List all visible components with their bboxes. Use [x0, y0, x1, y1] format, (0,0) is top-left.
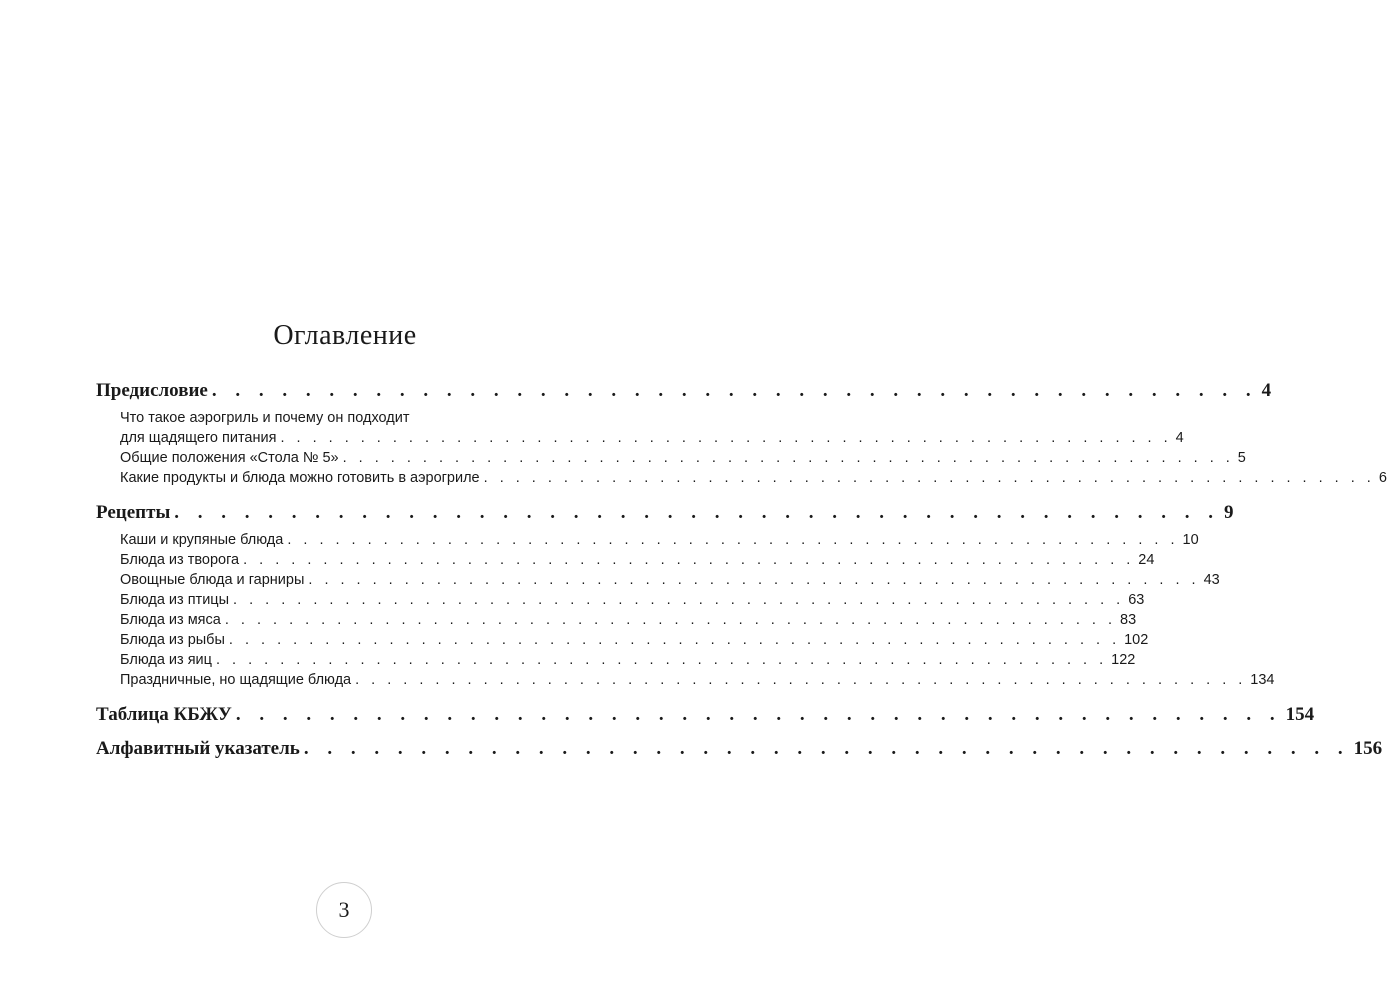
dot-leader: . . . . . . . . . . . . . . . . . . . . . . . . . . . . . . . . . . . . . . . . . . . . . . . . . . . . . . . . — [308, 572, 1200, 588]
toc-page-number: 83 — [1120, 612, 1137, 628]
dot-leader: . . . . . . . . . . . . . . . . . . . . . . . . . . . . . . . . . . . . . . . . . . . . . . . . . . . . . . . . — [342, 450, 1234, 466]
toc-page-number: 63 — [1128, 592, 1145, 608]
toc-item-recipe[interactable] — [96, 670, 1275, 690]
toc-item-label: для щадящего питания — [120, 430, 277, 446]
toc-section-kbju[interactable] — [96, 702, 1315, 728]
toc-item-recipe[interactable] — [96, 590, 1145, 610]
toc-page-number: 4 — [1175, 430, 1184, 446]
toc-item-recipe[interactable] — [96, 630, 1149, 650]
page-number: 3 — [338, 897, 350, 922]
toc-page-number: 9 — [1224, 502, 1234, 523]
toc-item-table5[interactable] — [96, 448, 1246, 468]
toc-item-label: Какие продукты и блюда можно готовить в аэрогриле — [120, 470, 480, 486]
toc-item-recipe[interactable] — [96, 570, 1220, 590]
toc-item-label: Праздничные, но щадящие блюда — [120, 672, 352, 688]
toc-page-number: 4 — [1261, 380, 1272, 401]
toc-preface-subitems — [96, 408, 1387, 488]
dot-leader: . . . . . . . . . . . . . . . . . . . . . . . . . . . . . . . . . . . . . . . . . . . . . — [174, 502, 1221, 523]
toc-page-number: 122 — [1111, 652, 1136, 668]
dot-leader: . . . . . . . . . . . . . . . . . . . . . . . . . . . . . . . . . . . . . . . . . . . . . . . . . . . . . . . . — [224, 612, 1117, 628]
toc-item-label: Овощные блюда и гарниры — [120, 572, 305, 588]
toc-item-recipe[interactable] — [96, 550, 1155, 570]
toc-section-recipes[interactable] — [96, 500, 1234, 526]
page-number-badge — [316, 882, 372, 938]
toc-section-preface[interactable] — [96, 378, 1272, 404]
dot-leader: . . . . . . . . . . . . . . . . . . . . . . . . . . . . . . . . . . . . . . . . . . . . . . . . . . . . . . . . — [287, 532, 1179, 548]
toc-page-number: 43 — [1203, 572, 1220, 588]
toc-item-label: Блюда из рыбы — [120, 632, 225, 648]
toc-item-label: Общие положения «Стола № 5» — [120, 450, 339, 466]
toc-page-number: 6 — [1378, 470, 1387, 486]
toc-item-label: Блюда из яиц — [120, 652, 212, 668]
toc-item-recipe[interactable] — [96, 610, 1137, 630]
dot-leader: . . . . . . . . . . . . . . . . . . . . . . . . . . . . . . . . . . . . . . . . . . . . . — [211, 380, 1258, 401]
dot-leader: . . . . . . . . . . . . . . . . . . . . . . . . . . . . . . . . . . . . . . . . . . . . . — [303, 738, 1350, 759]
toc-page-number: 154 — [1285, 704, 1315, 725]
toc-item-aerogrill-line1[interactable] — [96, 408, 582, 428]
toc-item-label: Блюда из птицы — [120, 592, 230, 608]
toc-item-recipe[interactable] — [96, 650, 1136, 670]
toc-section-label: Рецепты — [96, 502, 171, 523]
toc-item-label: Блюда из мяса — [120, 612, 221, 628]
toc-section-index[interactable] — [96, 736, 1383, 762]
page-title: Оглавление — [273, 320, 417, 351]
toc-item-products[interactable] — [96, 468, 1387, 488]
toc-page-number: 10 — [1182, 532, 1199, 548]
toc-page-number: 24 — [1138, 552, 1155, 568]
toc-section-label: Таблица КБЖУ — [96, 704, 232, 725]
toc-section-label: Предисловие — [96, 380, 208, 401]
toc-item-recipe[interactable] — [96, 530, 1199, 550]
dot-leader: . . . . . . . . . . . . . . . . . . . . . . . . . . . . . . . . . . . . . . . . . . . . . . . . . . . . . . . . — [355, 672, 1247, 688]
dot-leader: . . . . . . . . . . . . . . . . . . . . . . . . . . . . . . . . . . . . . . . . . . . . . . . . . . . . . . . . — [280, 430, 1172, 446]
dot-leader: . . . . . . . . . . . . . . . . . . . . . . . . . . . . . . . . . . . . . . . . . . . . . . . . . . . . . . . . — [228, 632, 1121, 648]
toc-page-number: 134 — [1250, 672, 1275, 688]
toc-item-label: Блюда из творога — [120, 552, 240, 568]
toc-item-label: Что такое аэрогриль и почему он подходит — [120, 410, 410, 426]
table-of-contents — [96, 378, 1387, 762]
dot-leader: . . . . . . . . . . . . . . . . . . . . . . . . . . . . . . . . . . . . . . . . . . . . . . . . . . . . . . . . — [483, 470, 1375, 486]
toc-section-label: Алфавитный указатель — [96, 738, 300, 759]
toc-page-number: 156 — [1353, 738, 1383, 759]
toc-item-label: Каши и крупяные блюда — [120, 532, 284, 548]
toc-item-aerogrill-line2[interactable] — [96, 428, 1184, 448]
dot-leader: . . . . . . . . . . . . . . . . . . . . . . . . . . . . . . . . . . . . . . . . . . . . . . . . . . . . . . . . — [243, 552, 1135, 568]
toc-page-number: 5 — [1237, 450, 1246, 466]
toc-page-number: 102 — [1124, 632, 1149, 648]
toc-recipes-subitems — [96, 530, 1275, 690]
dot-leader: . . . . . . . . . . . . . . . . . . . . . . . . . . . . . . . . . . . . . . . . . . . . . . . . . . . . . . . . — [215, 652, 1108, 668]
dot-leader: . . . . . . . . . . . . . . . . . . . . . . . . . . . . . . . . . . . . . . . . . . . . . . . . . . . . . . . . — [233, 592, 1125, 608]
dot-leader: . . . . . . . . . . . . . . . . . . . . . . . . . . . . . . . . . . . . . . . . . . . . . — [235, 704, 1282, 725]
